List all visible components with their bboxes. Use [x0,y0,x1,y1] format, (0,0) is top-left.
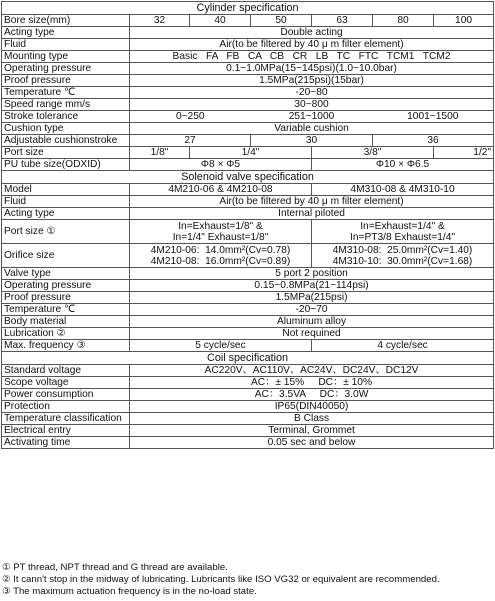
row-label: Speed range mm/s [2,99,130,111]
row-value: 27 [130,135,251,147]
row-value: 1/8" [130,147,190,159]
table-row [2,365,494,377]
table-row [2,425,494,437]
row-value: Φ10 × Φ6.5 [312,159,494,171]
row-value: IP65(DIN40050) [130,401,494,413]
row-label: Standard voltage [2,365,130,377]
row-value: 5 port 2 position [130,268,494,280]
table-row [2,268,494,280]
bore-size: 40 [190,15,251,27]
table-row [2,244,494,268]
row-value: 0.1~1.0MPa(15~145psi)(1.0~10.0bar) [130,63,494,75]
row-label: Fluid [2,39,130,51]
value-line: In=Exhaust=1/4" & [360,220,445,232]
table-row [2,196,494,208]
row-value: 3/8" [312,147,434,159]
spec-table [1,1,494,449]
section-header [2,171,494,184]
row-value: 5 cycle/sec [130,340,312,352]
row-value: 1/4" [190,147,312,159]
row-label: Body material [2,316,130,328]
table-row [2,99,494,111]
row-label: Fluid [2,196,130,208]
row-label: Orifice size [2,244,130,268]
row-value: AC：± 15% DC：± 10% [130,377,494,389]
table-row [2,87,494,99]
row-label: Bore size(mm) [2,15,130,27]
row-value: AC：3.5VA DC：3.0W [130,389,494,401]
row-label: Port size ① [2,220,130,244]
row-label: Cushion type [2,123,130,135]
table-row [2,75,494,87]
value-line: 4M310-10: 30.0mm²(Cv=1.68) [332,255,473,267]
table-row [2,292,494,304]
row-value: 4 cycle/sec [312,340,494,352]
table-row [2,63,494,75]
row-value: 0~250 [130,111,251,123]
row-value: 251~1000 [251,111,373,123]
bore-size: 100 [434,15,494,27]
spec-sheet [1,1,493,449]
table-row [2,220,494,244]
section-header [2,352,494,365]
table-row [2,377,494,389]
table-row [2,304,494,316]
table-row [2,401,494,413]
row-label: Proof pressure [2,75,130,87]
row-value: Variable cushion [130,123,494,135]
row-value [130,244,312,268]
row-value: Φ8 × Φ5 [130,159,312,171]
row-value [130,220,312,244]
bore-size: 80 [373,15,434,27]
row-value: Aluminum alloy [130,316,494,328]
table-row [2,39,494,51]
row-label: Temperature ℃ [2,304,130,316]
table-row [2,280,494,292]
table-row [2,328,494,340]
row-value: -20~70 [130,304,494,316]
row-value: 30~800 [130,99,494,111]
row-label: Scope voltage [2,377,130,389]
row-value: Air(to be filtered by 40 μ m filter element) [130,196,494,208]
row-value: 0.05 sec and below [130,437,494,449]
row-value: Air(to be filtered by 40 μ m filter element) [130,39,494,51]
row-value [312,244,494,268]
row-value: 30 [251,135,373,147]
row-label: Max. frequency ③ [2,340,130,352]
row-label: Model [2,184,130,196]
row-label: Protection [2,401,130,413]
value-line: 4M310-08: 25.0mm²(Cv=1.40) [332,244,473,256]
table-row [2,111,494,123]
row-value: 1.5MPa(215psi) [130,292,494,304]
row-label: Power consumption [2,389,130,401]
row-label: PU tube size(ODXID) [2,159,130,171]
table-row [2,340,494,352]
table-row [2,389,494,401]
row-value: 0.15~0.8MPa(21~114psi) [130,280,494,292]
row-value: 1.5MPa(215psi)(15bar) [130,75,494,87]
value-line: 4M210-06: 14.0mm²(Cv=0.78) [150,244,291,256]
row-label: Lubrication ② [2,328,130,340]
footnote: ② It cann't stop in the midway of lubricating. Lubricants like ISO VG32 or equivalent are recommended. [2,574,440,585]
section-title: Solenoid valve specification [2,171,494,184]
value-line: 4M210-08: 16.0mm²(Cv=0.89) [150,255,291,267]
table-row [2,184,494,196]
table-row [2,208,494,220]
row-label: Operating pressure [2,63,130,75]
row-value: 1001~1500 [373,111,494,123]
row-value: -20~80 [130,87,494,99]
row-value [312,220,494,244]
row-label: Adjustable cushionstroke [2,135,130,147]
row-label: Temperature ℃ [2,87,130,99]
value-line: In=1/4" Exhaust=1/8" [172,231,269,243]
footnotes [2,562,440,598]
table-row [2,316,494,328]
row-label: Activating time [2,437,130,449]
table-row [2,51,494,63]
table-row [2,27,494,39]
table-row [2,15,494,27]
row-value: Double acting [130,27,494,39]
bore-size: 50 [251,15,312,27]
row-label: Stroke tolerance [2,111,130,123]
value-line: In=PT3/8 Exhaust=1/4" [350,231,456,243]
footnote: ③ The maximum actuation frequency is in the no-load state. [2,586,257,597]
row-value: B Class [130,413,494,425]
row-label: Acting type [2,27,130,39]
row-value: 4M310-08 & 4M310-10 [312,184,494,196]
footnote: ① PT thread, NPT thread and G thread are available. [2,562,228,573]
row-value: AC220V、AC110V、AC24V、DC24V、DC12V [130,365,494,377]
row-label: Proof pressure [2,292,130,304]
row-value: 4M210-06 & 4M210-08 [130,184,312,196]
row-value: Terminal, Grommet [130,425,494,437]
table-row [2,135,494,147]
section-header [2,2,494,15]
row-value: Basic FA FB CA CB CR LB TC FTC TCM1 TCM2 [130,51,494,63]
bore-size: 63 [312,15,373,27]
row-label: Temperature classification [2,413,130,425]
table-row [2,413,494,425]
row-value: Not requined [130,328,494,340]
row-value: 36 [373,135,494,147]
table-row [2,147,494,159]
table-row [2,159,494,171]
row-label: Valve type [2,268,130,280]
row-value: Internal piloted [130,208,494,220]
table-row [2,123,494,135]
row-label: Operating pressure [2,280,130,292]
section-title: Cylinder specification [2,2,494,15]
row-value: 1/2" [434,147,494,159]
section-title: Coil specification [2,352,494,365]
value-line: In=Exhaust=1/8" & [178,220,263,232]
row-label: Electrical entry [2,425,130,437]
row-label: Acting type [2,208,130,220]
table-row [2,437,494,449]
row-label: Mounting type [2,51,130,63]
bore-size: 32 [130,15,190,27]
row-label: Port size [2,147,130,159]
